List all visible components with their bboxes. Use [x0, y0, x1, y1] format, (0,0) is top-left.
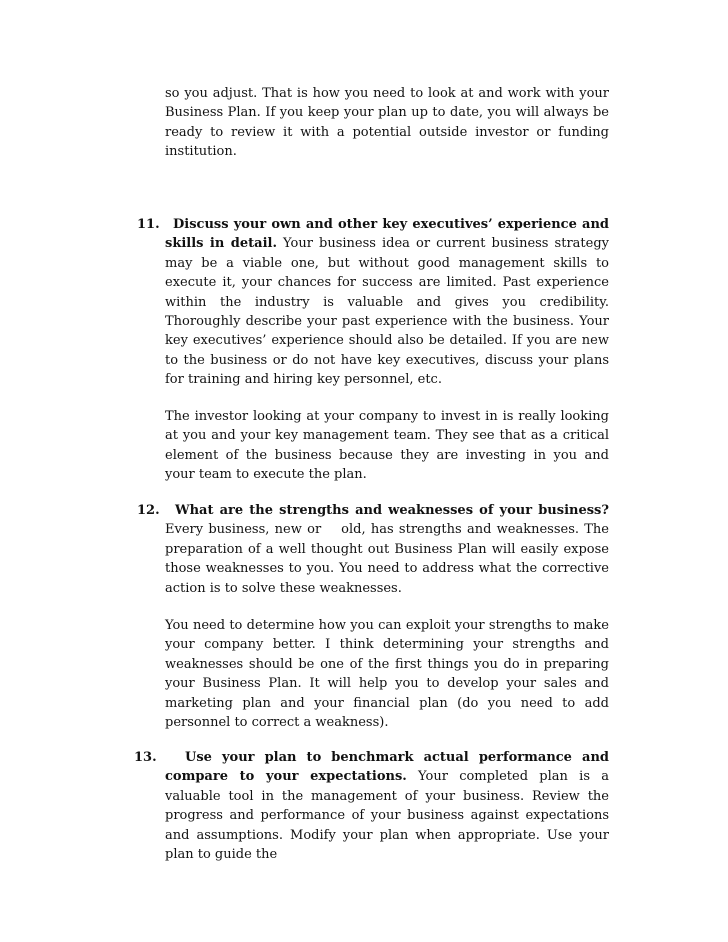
item-11-heading: Discuss your own and other key executives’ experience and skills in detail.	[165, 217, 609, 252]
item-13-body: Your completed plan is a valuable tool in the management of your business. Review the progress and performance of your business against expectations and assumptions. Modify your plan when appropriate. Use your plan to guide the	[165, 769, 610, 863]
item-11-number: 11.	[137, 217, 160, 232]
item-13-paragraph	[165, 748, 609, 864]
item-13-heading: Use your plan to benchmark actual performance and compare to your expectations.	[165, 750, 609, 785]
item-12-paragraph-2: You need to determine how you can exploit your strengths to make your company better. I think determining your strengths and weaknesses should be one of the first things you do in preparing your Business Plan. It will help you to develop your sales and marketing plan and your financial plan (do you need to add personnel to correct a weakness).	[165, 618, 609, 731]
item-13-number: 13.	[134, 750, 157, 765]
item-11-paragraph	[165, 215, 609, 390]
item-12-heading: What are the strengths and weaknesses of your business?	[175, 503, 609, 518]
item-11-body: Your business idea or current business strategy may be a viable one, but without good management skills to execute it, your chances for success are limited. Past experience within the industry is valuable and gives you credibility. Thoroughly describe your past experience with the business. Your key executives’ experience should also be detailed. If you are new to the business or do not have key executives, discuss your plans for training and hiring key personnel, etc.	[165, 236, 609, 388]
item-12-body-b: old, has strengths and weaknesses. The preparation of a well thought out Business Plan will easily expose those weaknesses to you. You need to address what the corrective action is to solve these weaknesses.	[165, 522, 609, 596]
item-12-paragraph	[165, 501, 609, 598]
item-11-paragraph-2: The investor looking at your company to invest in is really looking at you and your key management team. They see that as a critical element of the business because they are investing in you and your team to execute the plan.	[165, 409, 609, 483]
item-12-body-a: Every business, new or	[165, 522, 322, 538]
item-12-number: 12.	[137, 503, 160, 518]
intro-paragraph: so you adjust. That is how you need to look at and work with your Business Plan. If you keep your plan up to date, you will always be ready to review it with a potential outside investor or funding institution.	[165, 86, 609, 160]
